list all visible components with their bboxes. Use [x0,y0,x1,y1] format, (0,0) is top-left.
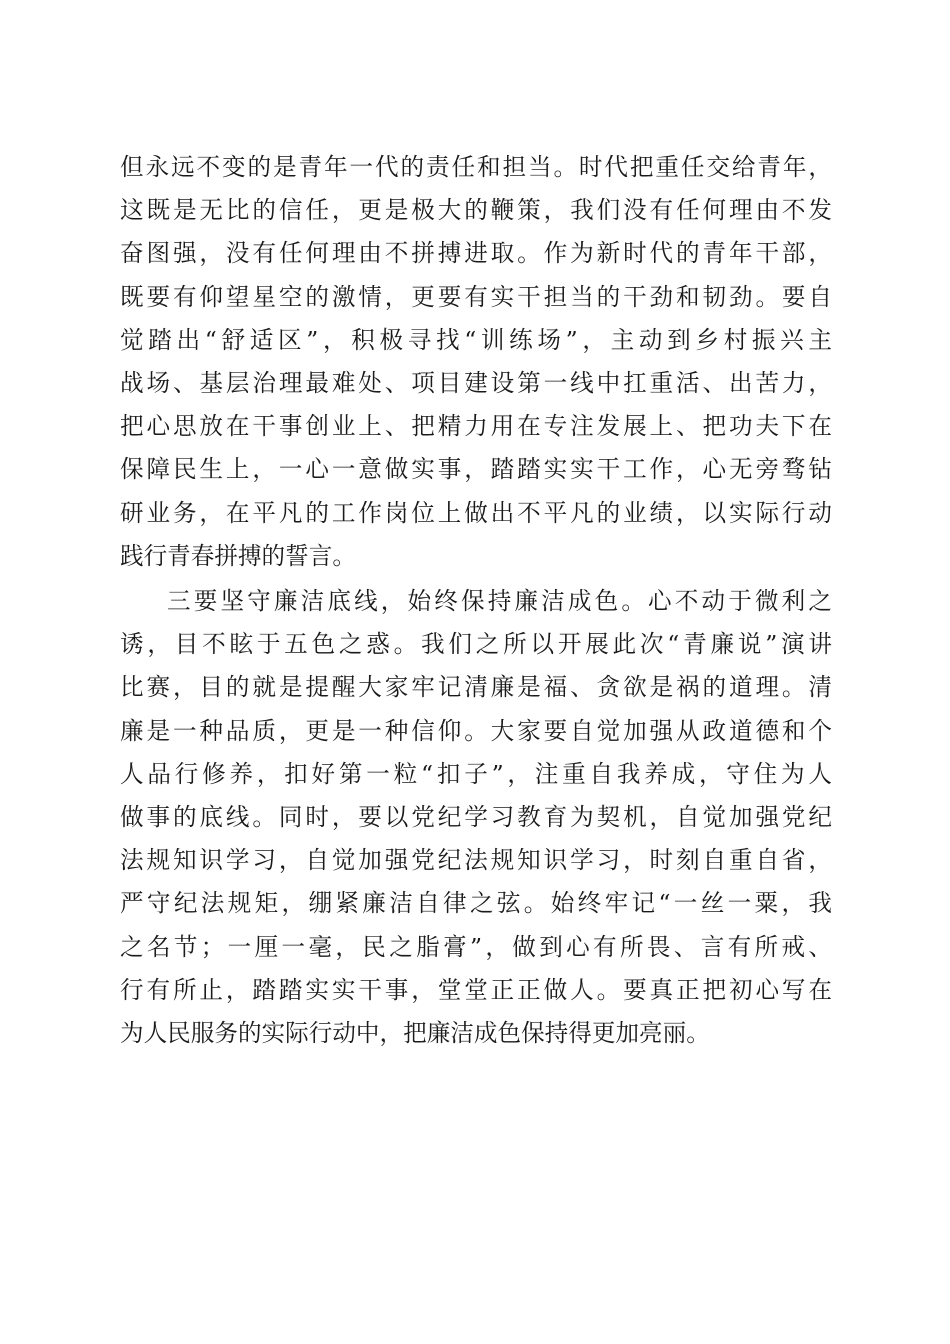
paragraph-2-line: 行有所止，踏踏实实干事，堂堂正正做人。要真正把初心写在 [120,975,832,1004]
paragraph-1-line: 研业务，在平凡的工作岗位上做出不平凡的业绩，以实际行动 [120,498,832,527]
paragraph-1-line: 把心思放在干事创业上、把精力用在专注发展上、把功夫下在 [120,412,832,441]
paragraph-1-line: 这既是无比的信任，更是极大的鞭策，我们没有任何理由不发 [120,196,832,225]
paragraph-1 [120,146,832,578]
paragraph-1-line: 觉踏出“舒适区”，积极寻找“训练场”，主动到乡村振兴主 [120,325,832,354]
paragraph-2-line: 之名节；一厘一毫，民之脂膏”，做到心有所畏、言有所戒、 [120,932,832,961]
paragraph-2-line: 诱，目不眩于五色之惑。我们之所以开展此次“青廉说”演讲 [120,630,832,659]
paragraph-2-line: 为人民服务的实际行动中，把廉洁成色保持得更加亮丽。 [120,1018,710,1047]
paragraph-2-line: 法规知识学习，自觉加强党纪法规知识学习，时刻自重自省， [120,846,832,875]
paragraph-2-line: 比赛，目的就是提醒大家牢记清廉是福、贪欲是祸的道理。清 [120,673,832,702]
paragraph-2-line: 廉是一种品质，更是一种信仰。大家要自觉加强从政道德和个 [120,716,832,745]
paragraph-1-line: 践行青春拼搏的誓言。 [120,541,356,570]
paragraph-1-line: 保障民生上，一心一意做实事，踏踏实实干工作，心无旁骛钻 [120,455,832,484]
paragraph-1-line: 既要有仰望星空的激情，更要有实干担当的干劲和韧劲。要自 [120,282,832,311]
paragraph-2-line: 严守纪法规矩，绷紧廉洁自律之弦。始终牢记“一丝一粟，我 [120,889,832,918]
paragraph-1-line: 但永远不变的是青年一代的责任和担当。时代把重任交给青年， [120,153,832,181]
paragraph-2 [120,580,832,1055]
paragraph-1-line: 战场、基层治理最难处、项目建设第一线中扛重活、出苦力， [120,368,832,397]
paragraph-1-line: 奋图强，没有任何理由不拼搏进取。作为新时代的青年干部， [120,239,832,268]
paragraph-2-line: 三要坚守廉洁底线，始终保持廉洁成色。心不动于微利之 [167,587,832,615]
paragraph-2-line: 人品行修养，扣好第一粒“扣子”，注重自我养成，守住为人 [120,759,832,788]
paragraph-2-line: 做事的底线。同时，要以党纪学习教育为契机，自觉加强党纪 [120,802,832,831]
